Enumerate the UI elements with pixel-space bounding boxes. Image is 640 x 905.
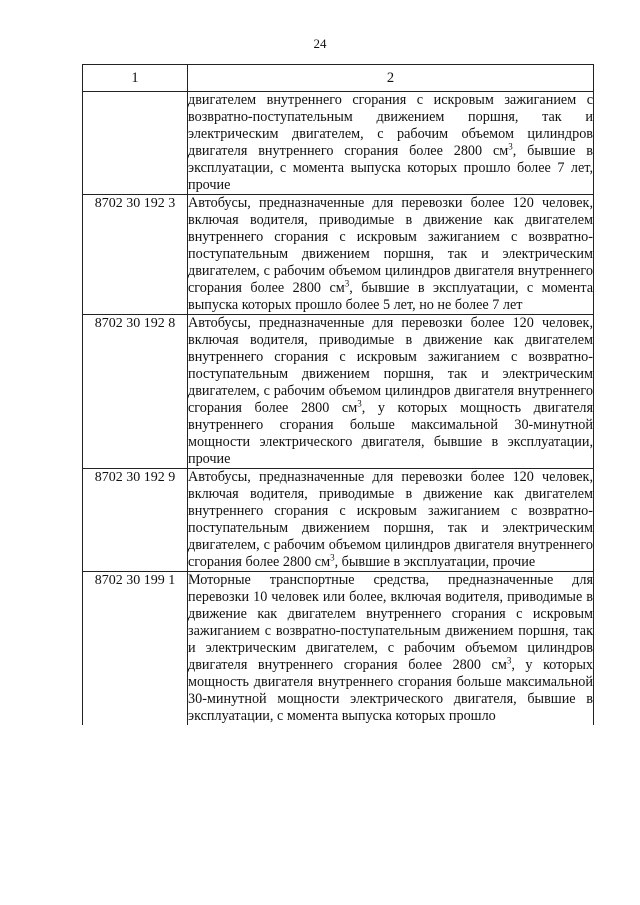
table-row [83,469,594,572]
row-code: 8702 30 192 3 [83,195,188,315]
row-description: двигателем внутреннего сгорания с искровым зажиганием с возвратно-поступательным движением поршня, так и электрическим двигателем, с рабочим объемом цилиндров двигателя внутреннего сгорания более 2800 $см^3$, бывшие в эксплуатации, с момента выпуска которых прошло более 7 лет, прочие [188,92,593,193]
row-code: 8702 30 192 9 [83,469,188,572]
table-row [83,195,594,315]
row-description: Автобусы, предназначенные для перевозки более 120 человек, включая водителя, приводимые в движение как двигателем внутреннего сгорания с искровым зажиганием с возвратно-поступательным движением поршня, так и электрическим двигателем, с рабочим объемом цилиндров двигателя внутреннего сгорания более 2800 $см^3$, бывшие в эксплуатации, прочие [188,469,593,570]
row-description: Автобусы, предназначенные для перевозки более 120 человек, включая водителя, приводимые в движение как двигателем внутреннего сгорания с искровым зажиганием с возвратно-поступательным движением поршня, так и электрическим двигателем, с рабочим объемом цилиндров двигателя внутреннего сгорания более 2800 $см^3$, бывшие в эксплуатации, с момента выпуска которых прошло более 5 лет, но не более 7 лет [188,195,593,313]
page-number: 24 [313,36,327,51]
row-code: 8702 30 199 1 [83,572,188,726]
table-row [83,315,594,469]
table-row [83,92,594,195]
table-header-row [83,65,594,92]
row-description: Автобусы, предназначенные для перевозки более 120 человек, включая водителя, приводимые в движение как двигателем внутреннего сгорания с искровым зажиганием с возвратно-поступательным движением поршня, так и электрическим двигателем, с рабочим объемом цилиндров двигателя внутреннего сгорания более 2800 $см^3$, у которых мощность двигателя внутреннего сгорания больше максимальной 30-минутной мощности электрического двигателя, бывшие в эксплуатации, прочие [188,315,593,467]
tariff-table [82,64,594,725]
row-description: Моторные транспортные средства, предназначенные для перевозки 10 человек или более, включая водителя, приводимые в движение как двигателем внутреннего сгорания с искровым зажиганием с возвратно-поступательным движением поршня, так и электрическим двигателем, с рабочим объемом цилиндров двигателя внутреннего сгорания более 2800 $см^3$, у которых мощность двигателя внутреннего сгорания больше максимальной 30-минутной мощности электрического двигателя, бывшие в эксплуатации, с момента выпуска которых прошло [188,572,593,724]
row-code [83,92,188,195]
table-row [83,572,594,726]
column-header-1: 1 [83,65,188,92]
row-code: 8702 30 192 8 [83,315,188,469]
column-header-2: 2 [188,65,594,92]
